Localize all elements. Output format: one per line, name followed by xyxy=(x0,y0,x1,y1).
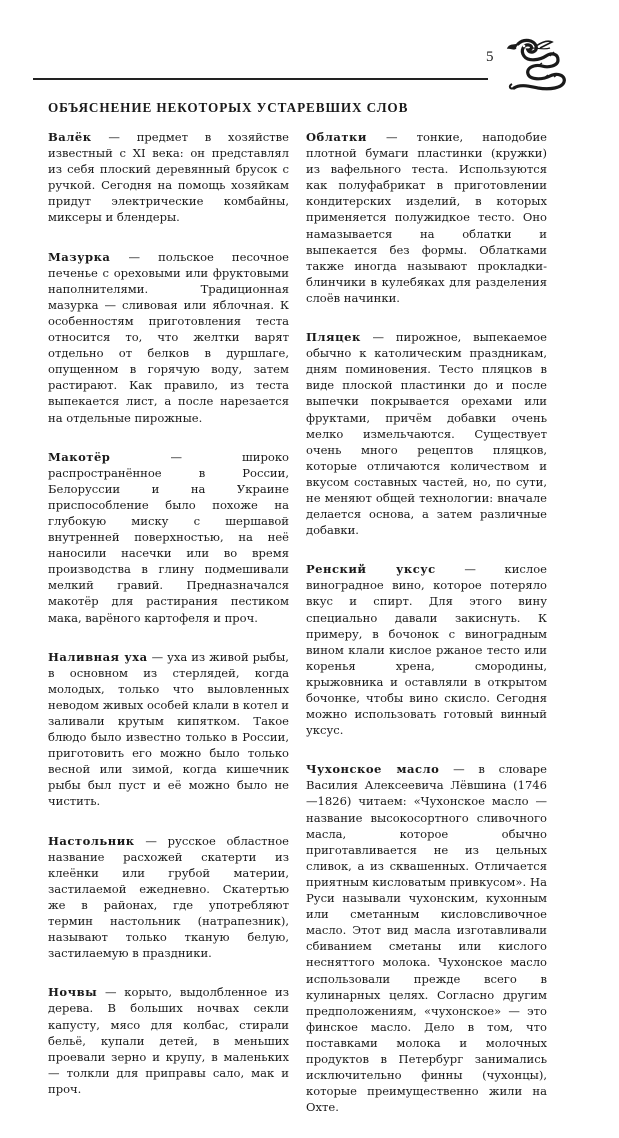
entry-paragraph xyxy=(306,561,547,738)
entry-paragraph xyxy=(306,761,547,1115)
entry-definition: — пирожное, выпекаемое обычно к католическим праздникам, дням поминовения. Тесто пляцков в виде плоской пластинки до и после выпечки покрывается орехами или фруктами, причём добавки очень мелко измельчаются. Существует очень много рецептов пляцков, которые отличаются количеством и вкусом составных частей, но, по сути, не меняют общей технологии: вначале делается основа, а затем различные добавки. xyxy=(306,330,547,538)
left-column xyxy=(48,129,289,1120)
entry-term: Ночвы xyxy=(48,985,98,1000)
entry-paragraph xyxy=(48,833,289,962)
entry-term: Валёк xyxy=(48,130,92,144)
entry-oblatki xyxy=(306,129,547,306)
snake-dragon-ornament-icon xyxy=(498,36,574,94)
entry-paragraph xyxy=(306,329,547,538)
entry-definition: — русское областное название расхожей скатерти из клеёнки или грубой материи, застилаемой ежедневно. Скатертью же в районах, где употребляют термин настольник (натрапезник), называют только тканую белую, застилаемую в праздники. xyxy=(48,833,289,961)
entry-term: Пляцек xyxy=(306,330,361,345)
entry-term: Мазурка xyxy=(48,249,111,264)
entry-term: Чухонское масло xyxy=(306,762,440,777)
entry-paragraph xyxy=(48,129,289,226)
entry-plyatsek xyxy=(306,329,547,538)
page-number: 5 xyxy=(486,49,494,65)
entry-chukhonskoe-maslo xyxy=(306,761,547,1115)
entry-definition: — в словаре Василия Алексеевича Лёвшина (1746—1826) читаем: «Чухонское масло — название высокосортного сливочного масла, которое обычно приготавливается не из цельных сливок, а из сквашенных. Отличается приятным кисловатым привкусом». На Руси называли чухонским, кухонным или сметанным кисловсливочное масло. Этот вид масла изготавливали сбиванием сметаны или кислого несняттого молока. Чухонское масло использовали прежде всего в кулинарных целях. Согласно другим предположениям, «чухонское» — это финское масло. Дело в том, что поставками молока и молочных продуктов в Петербург занимались исключительно финны (чухонцы), которые преимущественно жили на Охте. xyxy=(306,762,547,1115)
entry-renskiy-uksus xyxy=(306,561,547,738)
header-rule xyxy=(33,78,488,80)
entry-makotyor xyxy=(48,449,289,626)
section-title: ОБЪЯСНЕНИЕ НЕКОТОРЫХ УСТАРЕВШИХ СЛОВ xyxy=(48,100,409,115)
entry-definition: — кислое виноградное вино, которое потеряло вкус и спирт. Для этого вину специально давали закиснуть. К примеру, в бочонок с виноградным вином клали кислое ржаное тесто или коренья хрена, смородины, крыжовника и оставляли в открытом бочонке, чтобы вино скисло. Сегодня можно использовать готовый винный уксус. xyxy=(306,562,548,738)
entry-definition: — широко распространённое в России, Белоруссии и на Украине приспособление было похоже на глубокую миску с шершавой внутренней поверхностью, на неё наносили насечки или во время производства в глину подмешивали мелкий гравий. Предназначался макотёр для растирания пестиком мака, варёного картофеля и проч. xyxy=(48,449,289,625)
entry-valyok xyxy=(48,129,289,226)
entry-definition: — уха из живой рыбы, в основном из стерлядей, когда молодых, только что выловленных неводом живых особей клали в котел и заливали крутым кипятком. Такое блюдо было известно только в России, приготовить его можно было только весной или зимой, когда кишечник рыбы был пуст и её можно было не чистить. xyxy=(48,649,289,809)
entry-definition: — корыто, выдолбленное из дерева. В больших ночвах секли капусту, мясо для колбас, стирали бельё, купали детей, в меньших проевали зерно и крупу, в маленьких — толкли для приправы сало, мак и проч. xyxy=(48,985,289,1096)
entry-paragraph xyxy=(48,984,289,1097)
entry-definition: — предмет в хозяйстве известный с XI века: он представлял из себя плоский деревянный брусок с ручкой. Сегодня на помощь хозяйкам придут электрические комбайны, миксеры и блендеры. xyxy=(48,130,289,225)
right-column xyxy=(306,129,547,1138)
entry-paragraph xyxy=(48,649,289,810)
entry-definition: — тонкие, наподобие плотной бумаги пластинки (кружки) из вафельного теста. Используются как полуфабрикат в приготовлении кондитерских изделий, в которых применяется полужидкое тесто. Оно намазывается на облатки и выпекается без формы. Облатками также иногда называют прокладки-блинчики в кулебяках для разделения слоёв начинки. xyxy=(306,130,547,305)
entry-paragraph xyxy=(48,249,289,426)
entry-term: Ренский уксус xyxy=(306,562,436,577)
entry-definition: — польское песочное печенье с ореховыми или фруктовыми наполнителями. Традиционная мазурка — сливовая или яблочная. К особенностям приготовления теста относится то, что желтки варят отдельно от белков в дуршлаге, опущенном в горячую воду, затем растирают. Как правило, из теста выпекается лист, а после нарезается на отдельные пирожные. xyxy=(48,249,289,425)
entry-paragraph xyxy=(306,129,547,306)
entry-nalivnaya-ukha xyxy=(48,649,289,810)
entry-term: Облатки xyxy=(306,130,367,144)
entry-term: Макотёр xyxy=(48,449,111,464)
entry-term: Настольник xyxy=(48,833,135,848)
entry-mazurka xyxy=(48,249,289,426)
entry-nastolnik xyxy=(48,833,289,962)
entry-term: Наливная уха xyxy=(48,649,148,664)
entry-nochvy xyxy=(48,984,289,1097)
entry-paragraph xyxy=(48,449,289,626)
